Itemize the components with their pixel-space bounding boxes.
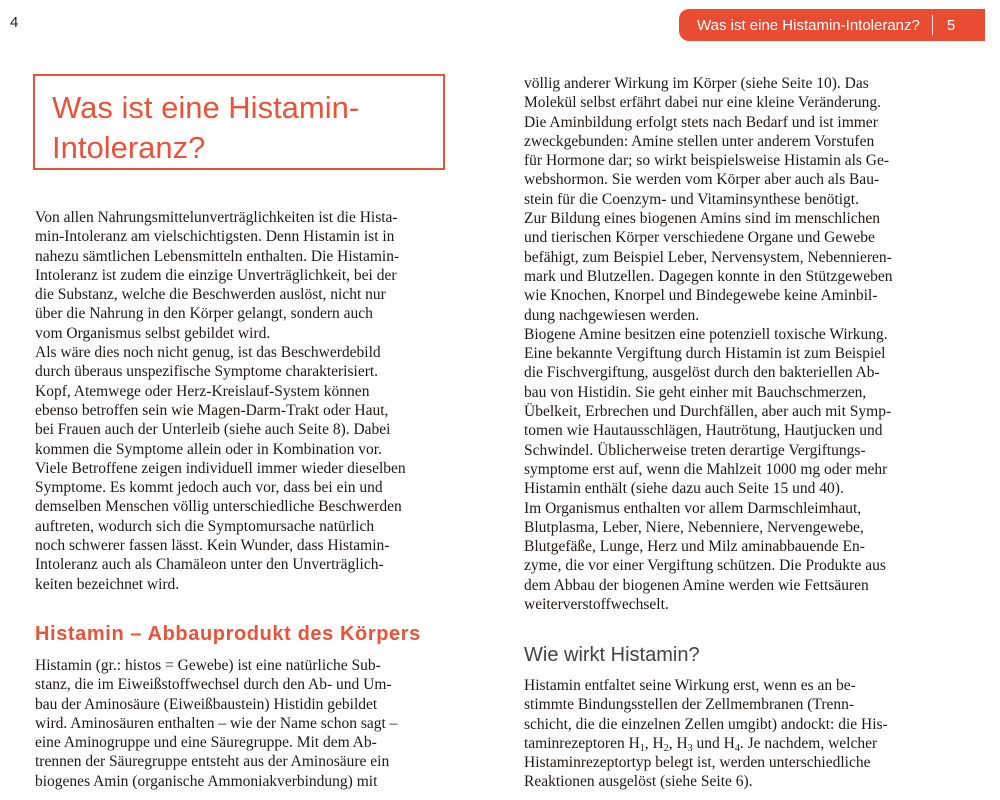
- paragraph-line: wird. Aminosäuren enthalten – wie der Name schon sagt –: [35, 714, 398, 732]
- paragraph-line: bei Frauen auch der Unterleib (siehe auch Seite 8). Dabei: [35, 421, 391, 439]
- page-number-left: 4: [10, 14, 19, 31]
- paragraph-line: Übelkeit, Erbrechen und Durchfällen, aber auch mit Symp-: [524, 403, 892, 421]
- paragraph-line: Die Aminbildung erfolgt stets nach Bedarf und ist immer: [524, 113, 878, 131]
- paragraph-line: dem Abbau der biogenen Amine werden wie Fettsäuren: [524, 576, 869, 594]
- paragraph-line: taminrezeptoren $H_1$, $H_2$, $H_3$ und $H_4$. Je nachdem, welcher: [524, 734, 878, 754]
- paragraph-line: weiterverstoffwechselt.: [524, 596, 669, 614]
- paragraph-line: biogenes Amin (organische Ammoniakverbindung) mit: [35, 772, 378, 790]
- chapter-title-box: [33, 74, 445, 170]
- right-column-text: [524, 74, 892, 614]
- paragraph-line: mark und Blutzellen. Dagegen konnte in den Stützgeweben: [524, 267, 893, 285]
- paragraph-line: Histamin enthält (siehe dazu auch Seite 15 und 40).: [524, 480, 844, 498]
- paragraph-line: Molekül selbst erfährt dabei nur eine kleine Veränderung.: [524, 94, 881, 112]
- paragraph-line: noch schwerer fassen lässt. Kein Wunder, dass Histamin-: [35, 537, 390, 555]
- paragraph-line: und tierischen Körper verschiedene Organe und Gewebe: [524, 229, 875, 247]
- paragraph-line: nahezu sämtlichen Lebensmitteln enthalten. Die Histamin-: [35, 247, 400, 265]
- paragraph-line: Intoleranz auch als Chamäleon unter den Unverträglich-: [35, 556, 384, 574]
- paragraph-line: stanz, die im Eiweißstoffwechsel durch den Ab- und Um-: [35, 676, 392, 694]
- paragraph-line: Symptome. Es kommt jedoch auch vor, dass bei ein und: [35, 479, 383, 497]
- paragraph-line: Biogene Amine besitzen eine potenziell toxische Wirkung.: [524, 325, 888, 343]
- paragraph-line: demselben Menschen völlig unterschiedliche Beschwerden: [35, 498, 402, 516]
- paragraph-line: völlig anderer Wirkung im Körper (siehe Seite 10). Das: [524, 75, 869, 92]
- paragraph-line: zweckgebunden: Amine stellen unter anderem Vorstufen: [524, 132, 875, 150]
- paragraph-line: Als wäre dies noch nicht genug, ist das Beschwerdebild: [35, 344, 381, 362]
- paragraph-line: ebenso betroffen sein wie Magen-Darm-Trakt oder Haut,: [35, 401, 389, 419]
- paragraph-line: bau von Histidin. Sie geht einher mit Bauchschmerzen,: [524, 383, 867, 401]
- paragraph-line: stimmte Bindungsstellen der Zellmembranen (Trenn-: [524, 696, 855, 714]
- paragraph-line: für Hormone dar; so wirkt beispielsweise Histamin als Ge-: [524, 152, 890, 170]
- page-number-right: 5: [946, 16, 956, 34]
- paragraph-line: Blutgefäße, Lunge, Herz und Milz aminabbauende En-: [524, 538, 865, 556]
- paragraph-line: Im Organismus enthalten vor allem Darmschleimhaut,: [524, 499, 862, 517]
- running-header-title: Was ist eine Histamin-Intoleranz?: [697, 16, 920, 34]
- paragraph-line: Reaktionen ausgelöst (siehe Seite 6).: [524, 773, 753, 791]
- paragraph-line: über die Nahrung in den Körper gelangt, sondern auch: [35, 305, 373, 323]
- header-divider: [932, 15, 933, 35]
- paragraph-line: Histaminrezeptortyp belegt ist, werden unterschiedliche: [524, 754, 871, 772]
- paragraph-line: webshormon. Sie werden vom Körper aber auch als Bau-: [524, 171, 880, 189]
- paragraph-line: Histamin entfaltet seine Wirkung erst, wenn es an be-: [524, 677, 856, 694]
- paragraph-line: auftreten, wodurch sich die Symptomursache natürlich: [35, 517, 375, 535]
- paragraph-line: min-Intoleranz am vielschichtigsten. Denn Histamin ist in: [35, 228, 395, 246]
- paragraph-line: Eine bekannte Vergiftung durch Histamin ist zum Beispiel: [524, 345, 886, 363]
- paragraph-line: kommen die Symptome allein oder in Kombination vor.: [35, 440, 382, 458]
- paragraph-line: zyme, die vor einer Vergiftung schützen. Die Produkte aus: [524, 557, 886, 575]
- paragraph-line: bau der Aminosäure (Eiweißbaustein) Histidin gebildet: [35, 695, 378, 713]
- paragraph-line: vom Organismus selbst gebildet wird.: [35, 324, 271, 342]
- paragraph-line: befähigt, zum Beispiel Leber, Nervensystem, Nebennieren-: [524, 248, 892, 266]
- paragraph-line: tomen wie Hautausschlägen, Hautrötung, Hautjucken und: [524, 422, 883, 440]
- paragraph-line: Viele Betroffene zeigen individuell immer wieder dieselben: [35, 459, 406, 477]
- paragraph-line: stein für die Coenzym- und Vitaminsynthese benötigt.: [524, 190, 859, 208]
- paragraph-line: Zur Bildung eines biogenen Amins sind im menschlichen: [524, 210, 881, 228]
- section-heading-abbauprodukt: Histamin – Abbauprodukt des Körpers: [35, 623, 421, 645]
- paragraph-line: Kopf, Atemwege oder Herz-Kreislauf-System können: [35, 382, 370, 400]
- paragraph-line: die Substanz, welche die Beschwerden auslöst, nicht nur: [35, 286, 386, 304]
- paragraph-line: symptome erst auf, wenn die Mahlzeit 1000 mg oder mehr: [524, 460, 888, 478]
- right-section-text: [524, 676, 888, 792]
- running-header: [679, 9, 985, 41]
- paragraph-line: Histamin (gr.: histos = Gewebe) ist eine natürliche Sub-: [35, 657, 381, 674]
- paragraph-line: die Fischvergiftung, ausgelöst durch den bakteriellen Ab-: [524, 364, 880, 382]
- paragraph-line: wie Knochen, Knorpel und Bindegewebe keine Aminbil-: [524, 287, 878, 305]
- paragraph-line: Von allen Nahrungsmittelunverträglichkeiten ist die Hista-: [35, 209, 398, 226]
- paragraph-line: eine Aminogruppe und eine Säuregruppe. Mit dem Ab-: [35, 734, 377, 752]
- chapter-title-line-2: Intoleranz?: [52, 130, 206, 165]
- paragraph-line: dung nachgewiesen werden.: [524, 306, 700, 324]
- paragraph-line: trennen der Säuregruppe entsteht aus der Aminosäure ein: [35, 753, 390, 771]
- paragraph-line: Intoleranz ist zudem die einzige Unverträglichkeit, bei der: [35, 266, 397, 284]
- paragraph-line: Blutplasma, Leber, Niere, Nebenniere, Nervengewebe,: [524, 518, 864, 536]
- chapter-title-line-1: Was ist eine Histamin-: [52, 90, 360, 125]
- paragraph-line: durch überaus unspezifische Symptome charakterisiert.: [35, 363, 379, 381]
- section-heading-wie-wirkt: Wie wirkt Histamin?: [524, 644, 700, 666]
- paragraph-line: schicht, die die einzelnen Zellen umgibt) andockt: die His-: [524, 715, 888, 733]
- left-section-text: [35, 656, 397, 791]
- paragraph-line: keiten bezeichnet wird.: [35, 575, 180, 593]
- left-intro-text: [35, 208, 406, 594]
- paragraph-line: Schwindel. Üblicherweise treten derartige Vergiftungs-: [524, 441, 866, 459]
